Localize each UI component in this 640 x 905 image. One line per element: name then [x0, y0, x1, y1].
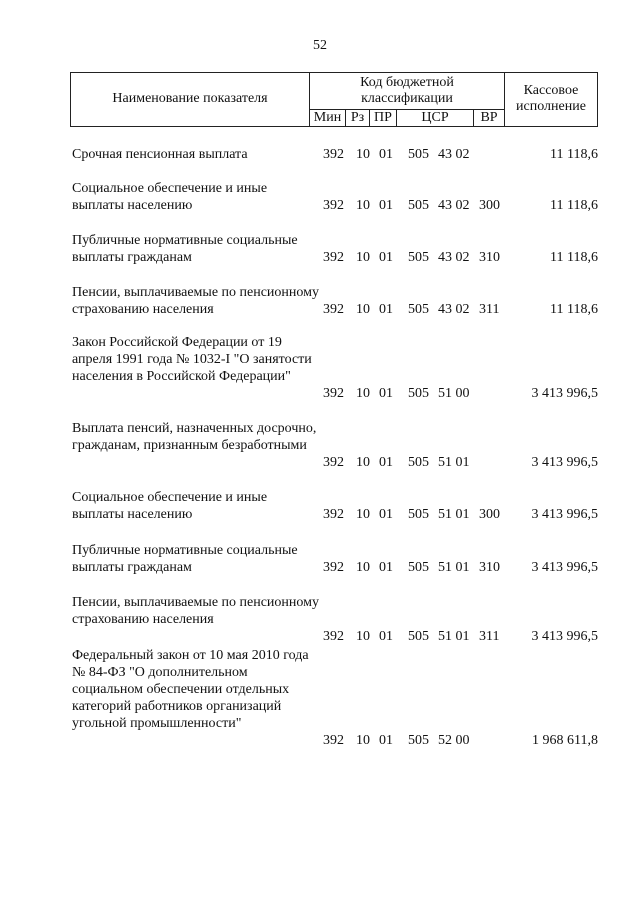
row-vr: 310	[479, 250, 500, 265]
header-pr-label: ПР	[374, 110, 392, 125]
row-csr-item: 51 00	[438, 386, 470, 401]
row-min: 392	[323, 507, 344, 522]
row-csr-program: 505	[408, 302, 429, 317]
row-rz: 10	[356, 198, 370, 213]
row-vr: 311	[479, 302, 500, 317]
row-amount: 3 413 996,5	[531, 386, 598, 401]
row-amount: 3 413 996,5	[531, 455, 598, 470]
row-amount: 3 413 996,5	[531, 629, 598, 644]
row-pr: 01	[379, 250, 393, 265]
row-csr-program: 505	[408, 198, 429, 213]
row-csr-program: 505	[408, 250, 429, 265]
table-row	[72, 594, 598, 645]
row-csr-program: 505	[408, 560, 429, 575]
row-csr-program: 505	[408, 455, 429, 470]
row-csr-item: 52 00	[438, 733, 470, 748]
row-csr-item: 43 02	[438, 198, 470, 213]
row-rz: 10	[356, 147, 370, 162]
row-min: 392	[323, 629, 344, 644]
row-rz: 10	[356, 302, 370, 317]
row-min: 392	[323, 560, 344, 575]
table-row	[72, 146, 598, 163]
table-row	[72, 180, 598, 214]
row-amount: 11 118,6	[550, 198, 598, 213]
row-vr: 300	[479, 507, 500, 522]
row-csr-program: 505	[408, 507, 429, 522]
row-pr: 01	[379, 147, 393, 162]
row-csr-item: 43 02	[438, 250, 470, 265]
row-amount: 11 118,6	[550, 147, 598, 162]
row-min: 392	[323, 302, 344, 317]
row-csr-program: 505	[408, 386, 429, 401]
table-row	[72, 489, 598, 523]
page-number: 52	[313, 38, 327, 53]
row-csr-item: 43 02	[438, 147, 470, 162]
row-name: Социальное обеспечение и иные выплаты населению	[72, 181, 268, 213]
table-row	[72, 334, 598, 402]
row-pr: 01	[379, 455, 393, 470]
row-csr-item: 51 01	[438, 507, 470, 522]
row-rz: 10	[356, 507, 370, 522]
row-min: 392	[323, 198, 344, 213]
table-row	[72, 542, 598, 576]
row-amount: 3 413 996,5	[531, 560, 598, 575]
row-name: Срочная пенсионная выплата	[72, 147, 248, 162]
row-name: Пенсии, выплачиваемые по пенсионному страхованию населения	[72, 595, 320, 627]
row-name: Закон Российской Федерации от 19 апреля 1991 года № 1032-I "О занятости населения в Российской Федерации"	[72, 335, 312, 384]
row-amount: 11 118,6	[550, 250, 598, 265]
row-name: Пенсии, выплачиваемые по пенсионному страхованию населения	[72, 285, 320, 317]
row-min: 392	[323, 386, 344, 401]
header-name-label: Наименование показателя	[112, 91, 268, 106]
row-min: 392	[323, 250, 344, 265]
row-csr-program: 505	[408, 629, 429, 644]
row-rz: 10	[356, 733, 370, 748]
row-min: 392	[323, 455, 344, 470]
row-pr: 01	[379, 302, 393, 317]
row-vr: 310	[479, 560, 500, 575]
row-amount: 11 118,6	[550, 302, 598, 317]
header-csr-label: ЦСР	[421, 110, 449, 125]
table-row	[72, 420, 598, 471]
row-csr-item: 51 01	[438, 560, 470, 575]
row-csr-program: 505	[408, 147, 429, 162]
row-rz: 10	[356, 629, 370, 644]
row-pr: 01	[379, 386, 393, 401]
row-pr: 01	[379, 560, 393, 575]
row-rz: 10	[356, 560, 370, 575]
header-amount-label: Кассовое исполнение	[516, 83, 586, 114]
row-csr-item: 51 01	[438, 455, 470, 470]
row-vr: 300	[479, 198, 500, 213]
row-pr: 01	[379, 733, 393, 748]
header-rz-label: Рз	[350, 110, 365, 125]
row-rz: 10	[356, 455, 370, 470]
table-row	[72, 284, 598, 318]
row-pr: 01	[379, 507, 393, 522]
row-amount: 1 968 611,8	[532, 733, 598, 748]
row-name: Выплата пенсий, назначенных досрочно, гражданам, признанным безработными	[72, 421, 317, 453]
row-vr: 311	[479, 629, 500, 644]
row-name: Социальное обеспечение и иные выплаты населению	[72, 490, 268, 522]
row-name: Публичные нормативные социальные выплаты гражданам	[72, 233, 298, 265]
header-min-label: Мин	[313, 110, 342, 125]
table-header	[70, 72, 598, 127]
row-min: 392	[323, 733, 344, 748]
row-csr-program: 505	[408, 733, 429, 748]
row-name: Федеральный закон от 10 мая 2010 года № 84-ФЗ "О дополнительном социальном обеспечении отдельных категорий работников организаций угольной промышленности"	[72, 648, 309, 731]
row-csr-item: 43 02	[438, 302, 470, 317]
row-pr: 01	[379, 198, 393, 213]
row-name: Публичные нормативные социальные выплаты гражданам	[72, 543, 298, 575]
table-row	[72, 647, 598, 749]
row-csr-item: 51 01	[438, 629, 470, 644]
row-pr: 01	[379, 629, 393, 644]
row-min: 392	[323, 147, 344, 162]
row-rz: 10	[356, 250, 370, 265]
table-row	[72, 232, 598, 266]
header-vr-label: ВР	[480, 110, 498, 125]
row-amount: 3 413 996,5	[531, 507, 598, 522]
header-code-group-label: Код бюджетной классификации	[360, 75, 454, 106]
row-rz: 10	[356, 386, 370, 401]
